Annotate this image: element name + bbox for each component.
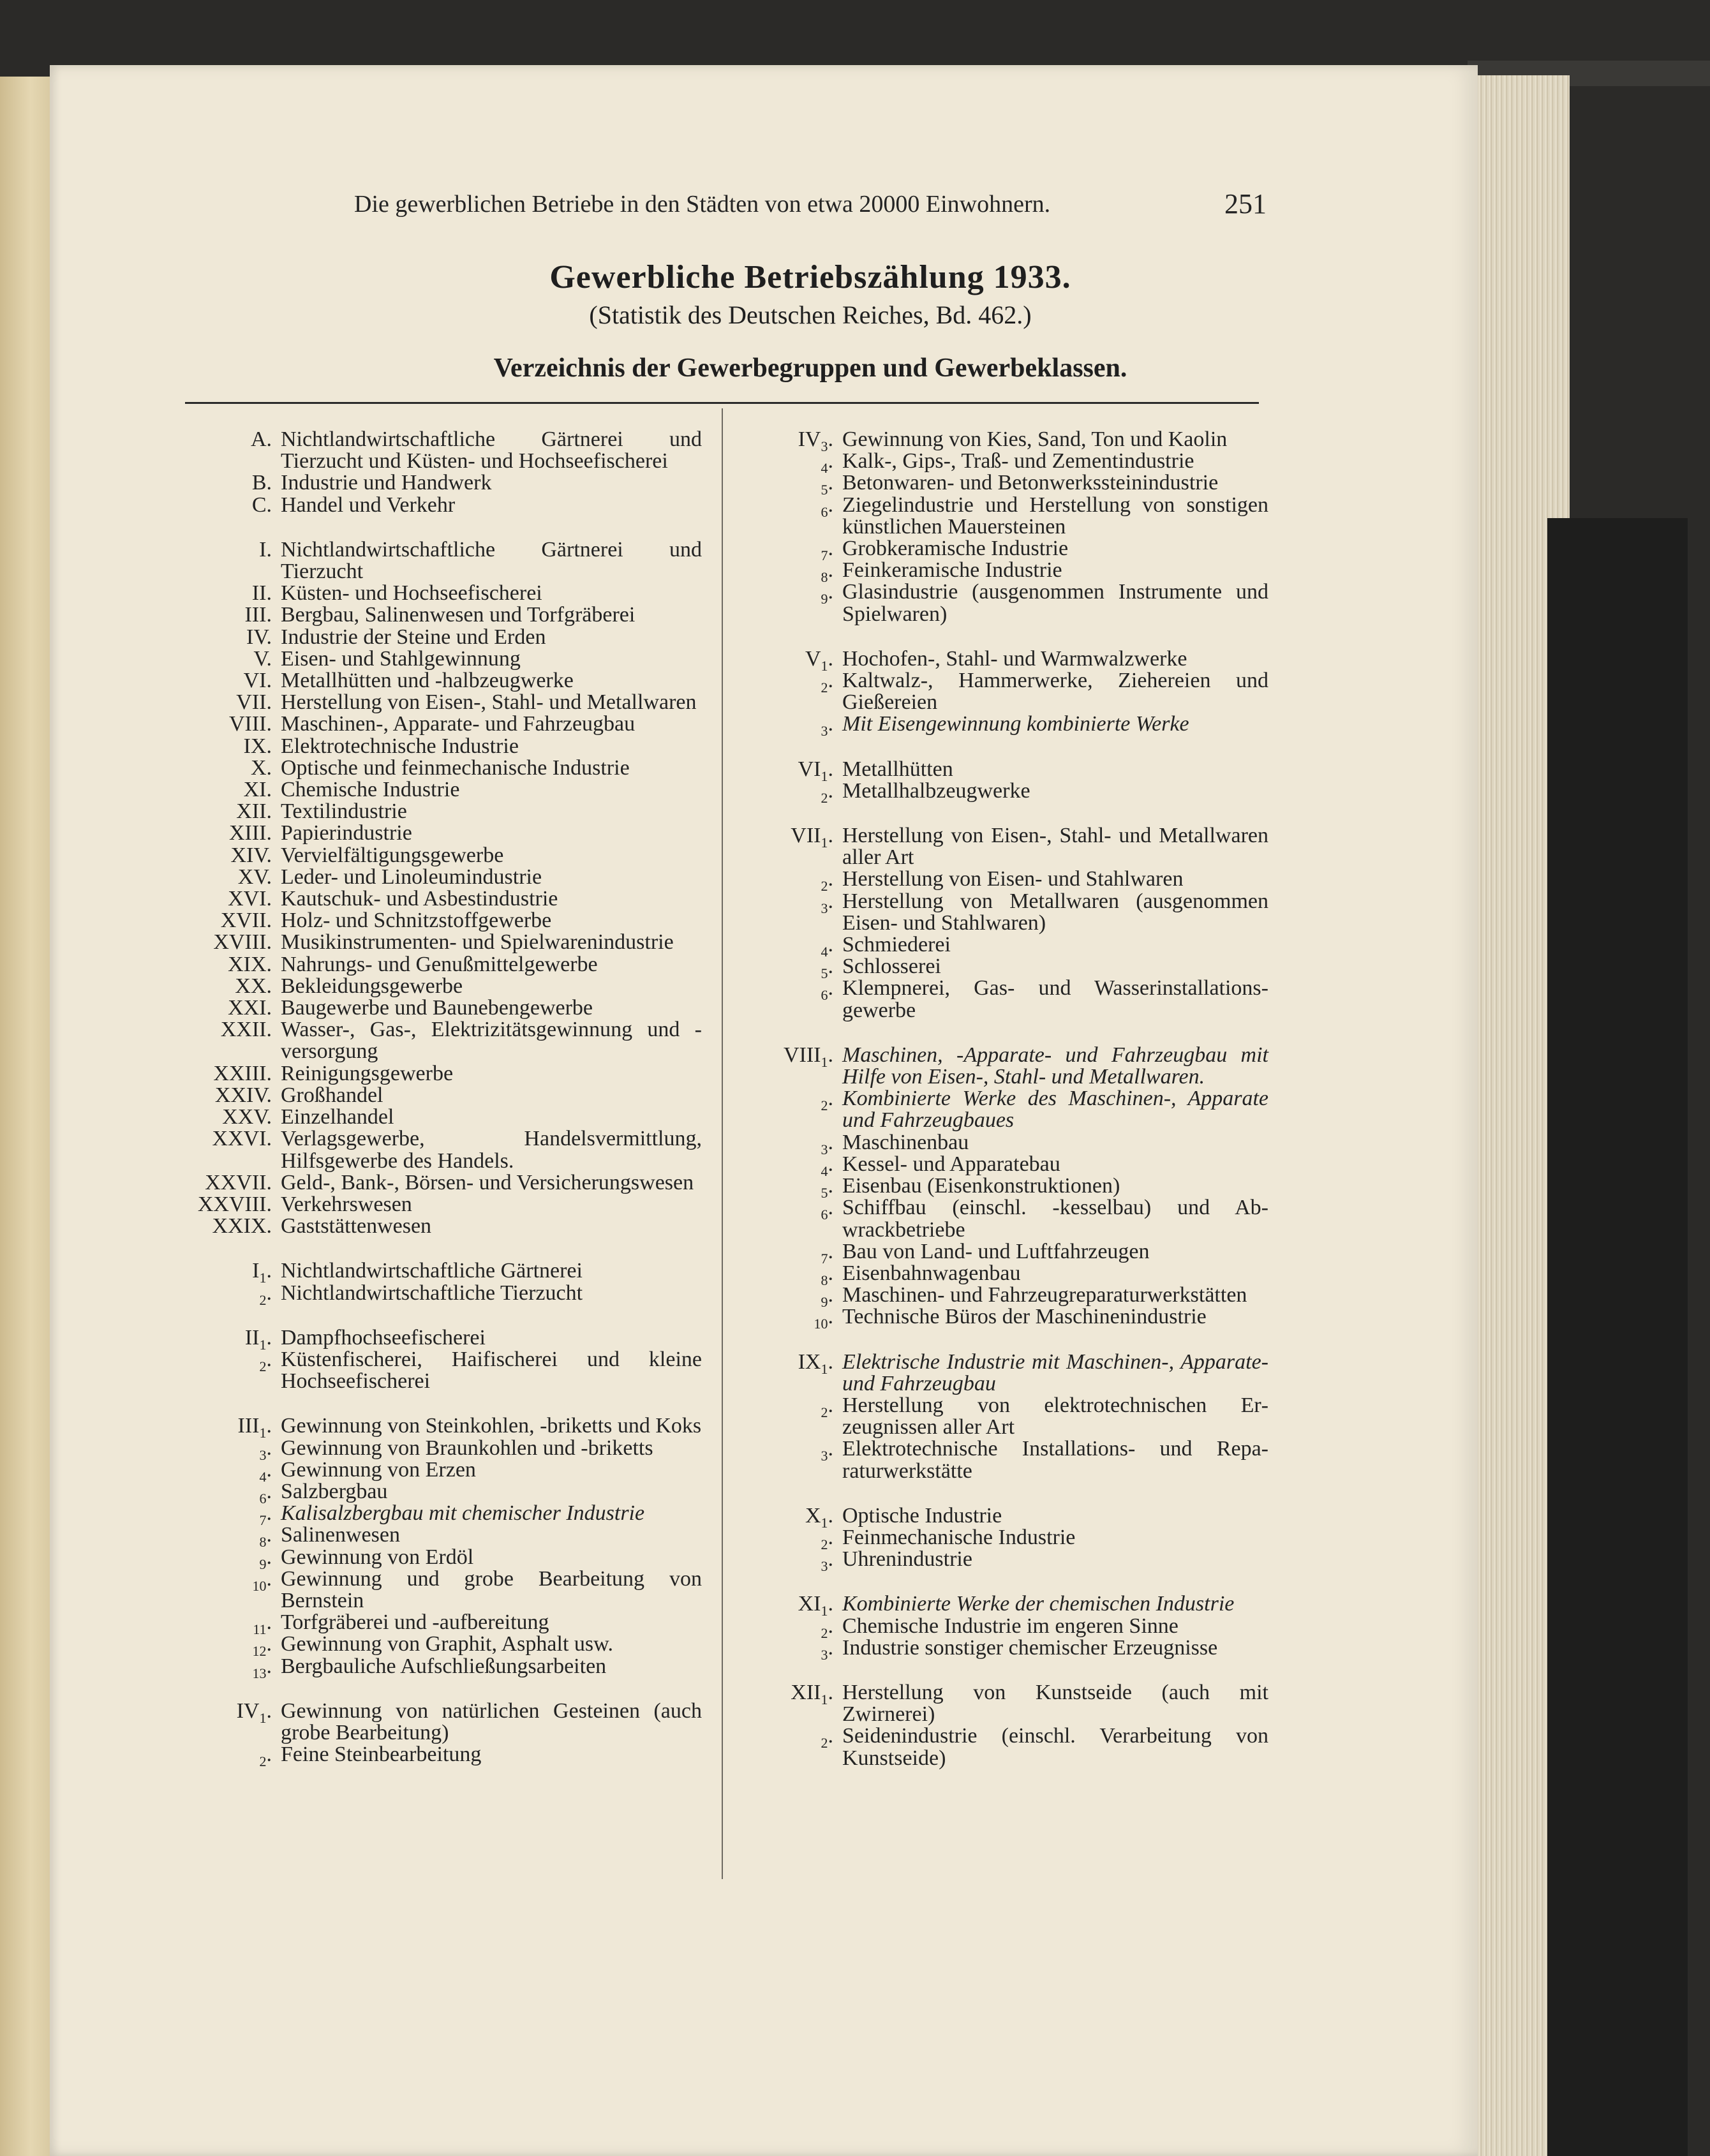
list-entry — [752, 1045, 1268, 1088]
entry-label: $IX_1$. — [798, 1349, 833, 1377]
entry-label: VI. — [243, 669, 272, 693]
entry-label: $_2$. — [259, 1743, 272, 1769]
entry-label: $_6$. — [821, 493, 833, 520]
list-entry — [752, 537, 1268, 563]
entry-label: X. — [250, 755, 272, 780]
entry-text: Herstellung von Kunstseide (auch mit Zwirnerei) — [842, 1680, 1268, 1727]
entry-label: $_3$. — [821, 1635, 833, 1663]
list-entry — [179, 539, 702, 583]
list-entry — [752, 1592, 1268, 1619]
entry-label: $_8$. — [259, 1523, 272, 1550]
spacer — [179, 516, 702, 539]
entry-text: Nichtlandwirtschaftliche Tierzucht — [281, 1281, 583, 1305]
list-entry — [179, 801, 702, 822]
entry-text: Hochofen-, Stahl- und Warmwalzwerke — [842, 646, 1187, 671]
entry-text: Bau von Land- und Luftfahrzeugen — [842, 1239, 1150, 1263]
book-binding-cloth — [1547, 518, 1688, 2156]
entry-label: $_{12}$. — [252, 1632, 272, 1660]
entry-text: Torfgräberei und -aufbereitung — [281, 1610, 549, 1635]
entry-text: Mit Eisengewinnung kombinierte Werke — [842, 712, 1189, 736]
list-entry — [179, 1019, 702, 1062]
entry-text: Gewinnung von Kies, Sand, Ton und Kaolin — [842, 427, 1228, 451]
list-entry — [179, 1106, 702, 1128]
list-entry — [752, 1305, 1268, 1332]
list-entry — [179, 627, 702, 648]
list-entry — [179, 1632, 702, 1660]
entry-label: $_9$. — [259, 1545, 272, 1572]
entry-label: $_3$. — [821, 712, 833, 740]
entry-label: $_8$. — [821, 1261, 833, 1288]
entry-label: $_2$. — [259, 1281, 272, 1308]
entry-label: $_2$. — [259, 1347, 272, 1374]
entry-label: $_3$. — [821, 1130, 833, 1157]
entry-label: XIV. — [230, 843, 272, 867]
entry-text: Bergbau, Salinenwesen und Torfgräberei — [281, 603, 636, 627]
entry-text: Ziegelindustrie und Herstellung von sonstigen künstlichen Mauersteinen — [842, 493, 1268, 539]
entry-text: Eisenbau (Eisenkonstruktionen) — [842, 1174, 1120, 1198]
list-entry — [179, 1194, 702, 1216]
entry-text: Grobkeramische Industrie — [842, 537, 1069, 561]
entry-text: Schiffbau (einschl. -kesselbau) und Abwrackbetriebe — [842, 1196, 1268, 1242]
list-entry — [179, 1545, 702, 1572]
list-entry — [752, 670, 1268, 713]
entry-label: $_{10}$. — [252, 1566, 272, 1594]
entry-text: Kalk-, Gips-, Traß- und Zementindustrie — [842, 449, 1194, 473]
entry-text: Salzbergbau — [281, 1479, 388, 1503]
entry-label: XII. — [236, 799, 272, 824]
list-entry — [752, 471, 1268, 498]
entry-label: $_2$. — [821, 867, 833, 895]
entry-label: $_2$. — [821, 778, 833, 806]
list-entry — [179, 1172, 702, 1194]
entry-label: $_5$. — [821, 471, 833, 498]
list-entry — [752, 1725, 1268, 1769]
entry-label: $_2$. — [821, 1525, 833, 1552]
entry-label: $_4$. — [821, 933, 833, 960]
entry-label: $_9$. — [821, 580, 833, 607]
spacer — [752, 736, 1268, 759]
list-entry — [752, 1088, 1268, 1131]
entry-text: Reinigungsgewerbe — [281, 1061, 454, 1085]
main-title: Gewerbliche Betriebszählung 1933. — [549, 259, 1071, 295]
list-entry — [179, 1281, 702, 1308]
entry-text: Metallhalbzeugwerke — [842, 778, 1030, 803]
entry-label: $_{11}$. — [253, 1610, 272, 1637]
entry-label: $_2$. — [821, 1614, 833, 1641]
entry-label: $II_1$. — [244, 1325, 272, 1353]
entry-label: $_7$. — [821, 537, 833, 563]
entry-text: Optische Industrie — [842, 1503, 1002, 1528]
entry-text: Metallhütten und -halbzeugwerke — [281, 669, 574, 693]
entry-text: Industrie sonstiger chemischer Erzeugnisse — [842, 1635, 1218, 1660]
spacer — [179, 1237, 702, 1260]
list-entry — [752, 1283, 1268, 1310]
entry-label: XV. — [237, 865, 272, 889]
entry-text: Betonwaren- und Betonwerkssteinindustrie — [842, 471, 1219, 495]
entry-text: Gaststättenwesen — [281, 1214, 432, 1238]
entry-text: Elektrotechnische Installations- und Reparaturwerkstätte — [842, 1437, 1268, 1483]
list-entry — [179, 1085, 702, 1106]
spacer — [752, 1482, 1268, 1505]
list-entry — [752, 1503, 1268, 1531]
entry-text: Optische und feinmechanische Industrie — [281, 755, 630, 780]
list-entry — [752, 825, 1268, 868]
left-column — [179, 427, 702, 1769]
list-entry — [179, 1436, 702, 1463]
entry-text: Nichtlandwirtschaftliche Gärtnerei und Tierzucht — [281, 537, 702, 584]
list-entry — [179, 1700, 702, 1744]
entry-text: Geld-, Bank-, Börsen- und Versicherungswesen — [281, 1170, 694, 1194]
entry-label: $_4$. — [821, 449, 833, 476]
entry-label: $_2$. — [821, 1393, 833, 1420]
entry-label: $_3$. — [821, 1437, 833, 1464]
list-entry — [179, 670, 702, 692]
entry-label: A. — [250, 427, 272, 451]
entry-text: Seidenindustrie (einschl. Verarbeitung von Kunstseide) — [842, 1724, 1268, 1770]
entry-label: XIII. — [228, 821, 272, 845]
entry-text: Feinkeramische Industrie — [842, 558, 1062, 583]
entry-label: $_2$. — [821, 1087, 833, 1114]
entry-label: XXVIII. — [197, 1192, 272, 1216]
list-entry — [752, 1197, 1268, 1240]
list-entry — [752, 867, 1268, 895]
running-head: Die gewerblichen Betriebe in den Städten von etwa 20000 Einwohnern. — [354, 191, 1051, 218]
spacer — [752, 802, 1268, 825]
entry-label: $V_1$. — [805, 646, 833, 674]
list-entry — [752, 1547, 1268, 1574]
entry-text: Wasser-, Gas-, Elektrizitätsgewinnung und -versorgung — [281, 1018, 702, 1064]
entry-label: $_2$. — [821, 669, 833, 695]
entry-label: $VII_1$. — [791, 824, 833, 851]
entry-label: C. — [251, 493, 272, 517]
list-entry — [752, 1525, 1268, 1552]
list-entry — [179, 1063, 702, 1085]
entry-label: $_5$. — [821, 1174, 833, 1201]
entry-label: VII. — [236, 690, 272, 715]
list-entry — [752, 891, 1268, 934]
entry-text: Technische Büros der Maschinenindustrie — [842, 1305, 1207, 1329]
entry-text: Großhandel — [281, 1083, 383, 1107]
entry-label: XXII. — [220, 1018, 272, 1042]
list-entry — [752, 1351, 1268, 1395]
spacer — [179, 1392, 702, 1415]
entry-text: Vervielfältigungsgewerbe — [281, 843, 504, 867]
entry-text: Gewinnung von Braunkohlen und -briketts — [281, 1436, 653, 1460]
list-entry — [179, 648, 702, 670]
entry-label: XI. — [243, 778, 272, 802]
entry-text: Kombinierte Werke der chemischen Industrie — [842, 1592, 1235, 1616]
list-entry — [752, 1152, 1268, 1179]
entry-label: $III_1$. — [237, 1414, 272, 1441]
list-entry — [752, 581, 1268, 625]
entry-text: Chemische Industrie im engeren Sinne — [842, 1614, 1178, 1638]
list-entry — [179, 692, 702, 713]
entry-text: Verkehrswesen — [281, 1192, 412, 1216]
entry-text: Gewinnung von Graphit, Asphalt usw. — [281, 1632, 613, 1656]
entry-label: XXIII. — [213, 1061, 272, 1085]
entry-label: $_5$. — [821, 955, 833, 982]
entry-label: $XI_1$. — [798, 1592, 833, 1619]
entry-text: Papierindustrie — [281, 821, 412, 845]
left-page-edge — [0, 77, 51, 2156]
list-entry — [752, 778, 1268, 806]
entry-text: Baugewerbe und Baunebengewerbe — [281, 996, 593, 1020]
entry-label: $_7$. — [821, 1239, 833, 1267]
entry-text: Nichtlandwirtschaftliche Gärtnerei und Tierzucht und Küsten- und Hochseefischerei — [281, 427, 702, 473]
entry-label: XX. — [235, 974, 272, 998]
list-entry — [179, 866, 702, 888]
list-entry — [179, 429, 702, 472]
list-entry — [179, 997, 702, 1019]
entry-text: Gewinnung von natürlichen Gesteinen (auch grobe Bearbeitung) — [281, 1699, 702, 1744]
list-entry — [179, 1128, 702, 1171]
entry-label: $_8$. — [821, 558, 833, 586]
entry-text: Handel und Verkehr — [281, 493, 456, 517]
spacer — [752, 1659, 1268, 1682]
entry-text: Industrie der Steine und Erden — [281, 625, 546, 649]
entry-label: V. — [253, 646, 272, 671]
entry-text: Metallhütten — [842, 757, 953, 781]
list-entry — [179, 1457, 702, 1485]
entry-label: $_{13}$. — [252, 1654, 272, 1681]
entry-label: $VI_1$. — [798, 757, 833, 784]
list-entry — [179, 1259, 702, 1286]
list-entry — [179, 845, 702, 866]
entry-label: $_4$. — [821, 1152, 833, 1179]
spacer — [752, 1570, 1268, 1593]
entry-text: Küstenfischerei, Haifischerei und kleine Hochseefischerei — [281, 1347, 702, 1394]
page-number: 251 — [1224, 188, 1267, 219]
entry-text: Nichtlandwirtschaftliche Gärtnerei — [281, 1259, 583, 1283]
entry-text: Herstellung von Eisen- und Stahlwaren — [842, 867, 1184, 891]
list-entry — [752, 1635, 1268, 1663]
list-entry — [179, 910, 702, 932]
entry-label: XXVI. — [212, 1127, 272, 1151]
list-entry — [179, 1216, 702, 1237]
list-entry — [752, 1395, 1268, 1438]
entry-text: Chemische Industrie — [281, 778, 460, 802]
entry-label: $VIII_1$. — [783, 1043, 833, 1070]
list-entry — [752, 1614, 1268, 1641]
entry-label: IX. — [243, 734, 272, 758]
entry-text: Feinmechanische Industrie — [842, 1525, 1076, 1549]
entry-text: Nahrungs- und Genußmittelgewerbe — [281, 952, 598, 976]
entry-text: Textilindustrie — [281, 799, 407, 824]
entry-text: Kombinierte Werke des Maschinen-, Apparate und Fahrzeugbaues — [842, 1087, 1268, 1133]
entry-label: XVIII. — [213, 930, 272, 955]
entry-label: XXIX. — [212, 1214, 272, 1238]
spacer — [179, 1304, 702, 1327]
list-entry — [179, 604, 702, 626]
list-entry — [752, 449, 1268, 476]
entry-label: VIII. — [228, 712, 272, 736]
entry-text: Herstellung von Metallwaren (ausgenommen Eisen- und Stahlwaren) — [842, 889, 1268, 935]
entry-label: I. — [259, 537, 272, 561]
entry-label: $_3$. — [259, 1436, 272, 1463]
list-entry — [179, 1568, 702, 1612]
entry-text: Schlosserei — [842, 955, 941, 979]
list-entry — [179, 1349, 702, 1392]
entry-text: Leder- und Linoleumindustrie — [281, 865, 542, 889]
list-entry — [179, 583, 702, 604]
entry-label: XXVII. — [205, 1170, 272, 1194]
entry-text: Bergbauliche Aufschließungsarbeiten — [281, 1654, 607, 1678]
list-entry — [752, 757, 1268, 784]
entry-label: $_6$. — [821, 976, 833, 1004]
list-entry — [179, 472, 702, 494]
entry-text: Kessel- und Apparatebau — [842, 1152, 1060, 1176]
entry-label: $_6$. — [821, 1196, 833, 1223]
subtitle: (Statistik des Deutschen Reiches, Bd. 462.) — [589, 301, 1032, 329]
entry-label: XVI. — [228, 887, 272, 911]
entry-text: Kautschuk- und Asbestindustrie — [281, 887, 558, 911]
right-column — [752, 429, 1268, 1769]
list-entry — [752, 558, 1268, 586]
entry-text: Feine Steinbearbeitung — [281, 1743, 482, 1767]
entry-text: Maschinenbau — [842, 1130, 969, 1154]
list-entry — [179, 954, 702, 976]
horizontal-rule — [185, 402, 1259, 404]
entry-label: XXIV. — [214, 1083, 272, 1107]
entry-label: $_4$. — [259, 1457, 272, 1485]
entry-text: Maschinen- und Fahrzeugreparaturwerkstätten — [842, 1283, 1247, 1307]
list-entry — [752, 1438, 1268, 1482]
entry-label: $_2$. — [821, 1724, 833, 1751]
entry-label: XXV. — [222, 1105, 272, 1129]
list-entry — [179, 736, 702, 757]
entry-text: Gewinnung von Erzen — [281, 1457, 476, 1482]
list-entry — [179, 713, 702, 735]
entry-text: Elektrische Industrie mit Maschinen-, Apparate- und Fahrzeugbau — [842, 1349, 1268, 1395]
entry-text: Gewinnung von Erdöl — [281, 1545, 474, 1569]
entry-text: Salinenwesen — [281, 1523, 400, 1547]
entry-label: XXI. — [228, 996, 272, 1020]
list-entry — [179, 888, 702, 910]
entry-label: $_7$. — [259, 1501, 272, 1528]
entry-text: Holz- und Schnitzstoffgewerbe — [281, 909, 552, 933]
entry-label: $_3$. — [821, 889, 833, 916]
list-entry — [179, 1501, 702, 1528]
entry-text: Küsten- und Hochseefischerei — [281, 581, 542, 606]
list-entry — [179, 1610, 702, 1637]
entry-text: Elektrotechnische Industrie — [281, 734, 519, 758]
list-entry — [179, 494, 702, 516]
entry-text: Dampfhochseefischerei — [281, 1325, 486, 1349]
entry-label: $IV_1$. — [236, 1699, 272, 1726]
entry-label: XIX. — [228, 952, 272, 976]
list-entry — [179, 779, 702, 801]
entry-label: III. — [244, 603, 272, 627]
entry-label: XVII. — [220, 909, 272, 933]
list-entry — [179, 932, 702, 953]
entry-text: Kalisalzbergbau mit chemischer Industrie — [281, 1501, 645, 1526]
list-entry — [752, 978, 1268, 1021]
entry-label: IV. — [246, 625, 272, 649]
entry-text: Klempnerei, Gas- und Wasserinstallationsgewerbe — [842, 976, 1268, 1022]
entry-text: Maschinen, -Apparate- und Fahrzeugbau mit Hilfe von Eisen-, Stahl- und Metallwaren. — [842, 1043, 1268, 1089]
entry-text: Gewinnung von Steinkohlen, -briketts und Koks — [281, 1414, 702, 1438]
entry-text: Einzelhandel — [281, 1105, 394, 1129]
entry-label: $X_1$. — [805, 1503, 833, 1531]
list-entry — [179, 1414, 702, 1441]
entry-label: B. — [251, 471, 272, 495]
entry-text: Industrie und Handwerk — [281, 471, 492, 495]
list-entry — [179, 1325, 702, 1353]
entry-text: Schmiederei — [842, 933, 951, 957]
list-entry — [179, 1479, 702, 1506]
list-entry — [752, 1239, 1268, 1267]
spacer — [752, 1328, 1268, 1351]
entry-label: $I_1$. — [252, 1259, 272, 1286]
list-entry — [752, 494, 1268, 538]
list-entry — [752, 1261, 1268, 1288]
entry-label: $_{10}$. — [814, 1305, 833, 1332]
list-entry — [179, 1743, 702, 1769]
entry-text: Musikinstrumenten- und Spielwarenindustrie — [281, 930, 674, 955]
entry-text: Herstellung von Eisen-, Stahl- und Metallwaren aller Art — [842, 824, 1268, 870]
list-entry — [752, 1174, 1268, 1201]
entry-label: $XII_1$. — [791, 1680, 833, 1707]
list-entry — [179, 1654, 702, 1681]
entry-text: Eisenbahnwagenbau — [842, 1261, 1021, 1285]
list-entry — [179, 757, 702, 779]
column-divider — [722, 408, 723, 1879]
entry-text: Herstellung von elektrotechnischen Erzeugnissen aller Art — [842, 1393, 1268, 1439]
list-entry — [752, 1130, 1268, 1157]
entry-label: $_9$. — [821, 1283, 833, 1310]
entry-text: Eisen- und Stahlgewinnung — [281, 646, 521, 671]
list-entry — [752, 933, 1268, 960]
entry-label: $IV_3$. — [798, 427, 833, 454]
list-entry — [752, 427, 1268, 454]
entry-text: Maschinen-, Apparate- und Fahrzeugbau — [281, 712, 636, 736]
spacer — [752, 1022, 1268, 1045]
list-entry — [752, 712, 1268, 740]
entry-text: Herstellung von Eisen-, Stahl- und Metallwaren — [281, 690, 697, 715]
entry-text: Glasindustrie (ausgenommen Instrumente und Spielwaren) — [842, 580, 1268, 626]
list-entry — [752, 1682, 1268, 1725]
entry-text: Kaltwalz-, Hammerwerke, Ziehereien und Gießereien — [842, 669, 1268, 715]
entry-label: $_3$. — [821, 1547, 833, 1574]
entry-text: Gewinnung und grobe Bearbeitung von Bernstein — [281, 1566, 702, 1612]
list-entry — [752, 955, 1268, 982]
entry-text: Bekleidungsgewerbe — [281, 974, 463, 998]
list-entry — [179, 976, 702, 997]
spacer — [752, 625, 1268, 648]
entry-text: Verlagsgewerbe, Handelsvermittlung, Hilfsgewerbe des Handels. — [281, 1127, 702, 1173]
section-title: Verzeichnis der Gewerbegruppen und Gewerbeklassen. — [493, 353, 1127, 383]
list-entry — [179, 1523, 702, 1550]
entry-label: $_6$. — [259, 1479, 272, 1506]
entry-label: II. — [251, 581, 272, 606]
entry-text: Uhrenindustrie — [842, 1547, 972, 1572]
list-entry — [179, 822, 702, 844]
list-entry — [752, 646, 1268, 674]
